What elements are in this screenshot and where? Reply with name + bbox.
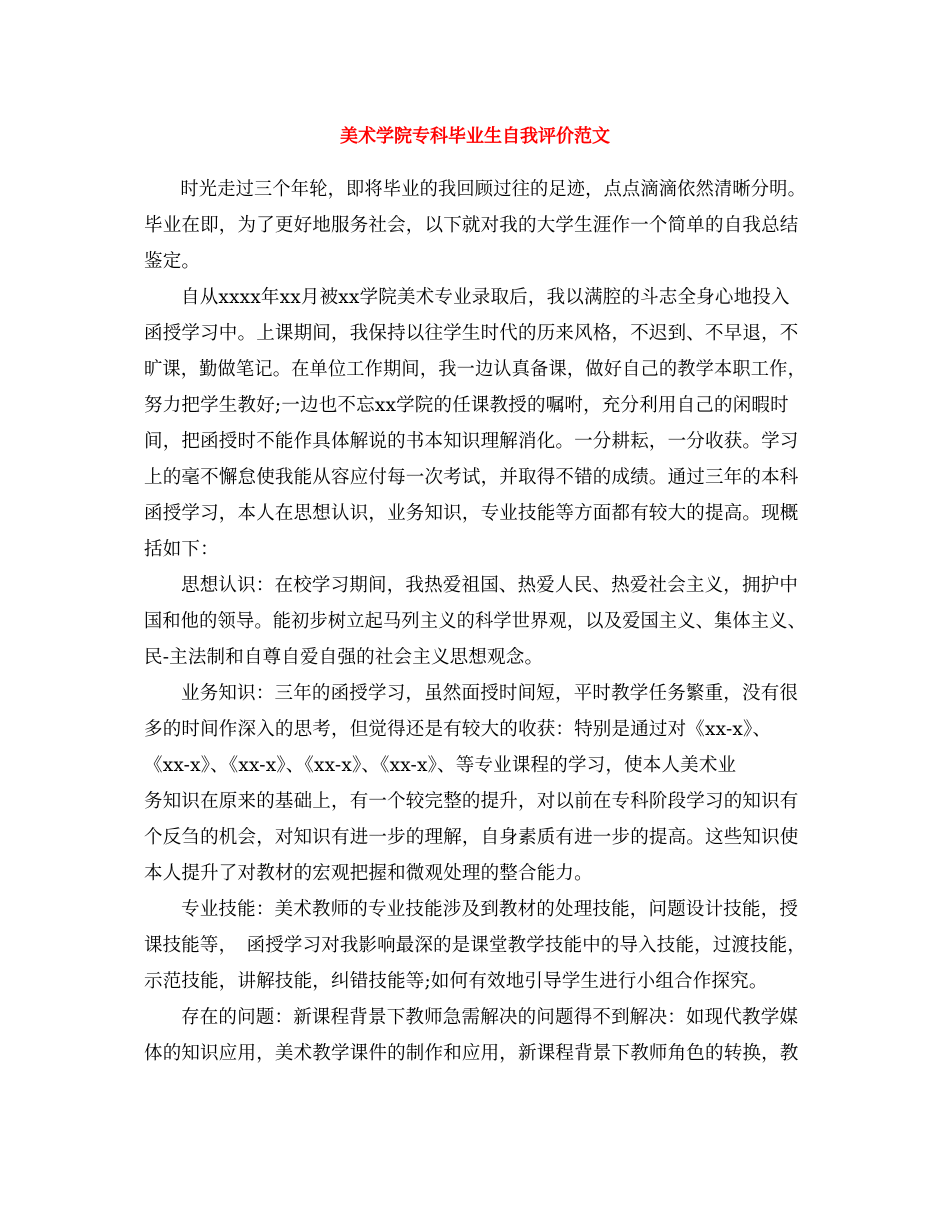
paragraph-line: 个反刍的机会，对知识有进一步的理解，自身素质有进一步的提高。这些知识使 — [144, 827, 799, 848]
paragraph — [144, 172, 806, 280]
paragraph — [144, 568, 806, 676]
paragraph-line: 存在的问题：新课程背景下教师急需解决的问题得不到解决：如现代教学媒 — [181, 1007, 799, 1028]
paragraph-line: 鉴定。 — [144, 251, 201, 272]
paragraph-line: 务知识在原来的基础上，有一个较完整的提升，对以前在专科阶段学习的知识有 — [144, 791, 799, 812]
paragraph-line: 示范技能，讲解技能，纠错技能等;如何有效地引导学生进行小组合作探究。 — [144, 971, 768, 992]
paragraph-line: 时光走过三个年轮，即将毕业的我回顾过往的足迹，点点滴滴依然清晰分明。 — [180, 179, 806, 200]
paragraph-line: 多的时间作深入的思考，但觉得还是有较大的收获：特别是通过对《xx-x》、 — [144, 719, 772, 740]
paragraph-line: 函授学习中。上课期间，我保持以往学生时代的历来风格，不迟到、不早退，不 — [144, 323, 799, 344]
document-title: 美术学院专科毕业生自我评价范文 — [340, 126, 610, 147]
paragraph-line: 自从xxxx年xx月被xx学院美术专业录取后，我以满腔的斗志全身心地投入 — [181, 287, 790, 308]
paragraph-line: 函授学习，本人在思想认识，业务知识，专业技能等方面都有较大的提高。现概 — [144, 503, 799, 524]
paragraph-line: 专业技能：美术教师的专业技能涉及到教材的处理技能，问题设计技能，授 — [181, 899, 799, 920]
paragraph — [144, 676, 806, 892]
paragraph-line: 间，把函授时不能作具体解说的书本知识理解消化。一分耕耘，一分收获。学习 — [144, 431, 799, 452]
paragraph-line: 括如下： — [144, 539, 219, 560]
paragraph-line: 课技能等， 函授学习对我影响最深的是课堂教学技能中的导入技能，过渡技能， — [144, 935, 806, 956]
paragraph-line: 努力把学生教好;一边也不忘xx学院的任课教授的嘱咐，充分利用自己的闲暇时 — [144, 395, 789, 416]
paragraph-line: 本人提升了对教材的宏观把握和微观处理的整合能力。 — [144, 863, 593, 884]
paragraph-line: 体的知识应用，美术教学课件的制作和应用，新课程背景下教师角色的转换，教 — [144, 1043, 799, 1064]
paragraph — [144, 892, 806, 1000]
paragraph-line: 毕业在即，为了更好地服务社会，以下就对我的大学生涯作一个简单的自我总结 — [144, 215, 799, 236]
paragraph-line: 《xx-x》、《xx-x》、《xx-x》、《xx-x》、等专业课程的学习，使本人美术业 — [144, 755, 737, 776]
paragraph-line: 上的毫不懈怠使我能从容应付每一次考试，并取得不错的成绩。通过三年的本科 — [144, 467, 799, 488]
paragraph-line: 旷课，勤做笔记。在单位工作期间，我一边认真备课，做好自己的教学本职工作， — [144, 359, 806, 380]
paragraph-line: 民-主法制和自尊自爱自强的社会主义思想观念。 — [144, 647, 544, 668]
paragraph-line: 思想认识：在校学习期间，我热爱祖国、热爱人民、热爱社会主义，拥护中 — [181, 575, 799, 596]
paragraph-line: 国和他的领导。能初步树立起马列主义的科学世界观，以及爱国主义、集体主义、 — [144, 611, 806, 632]
paragraph — [144, 1000, 806, 1072]
paragraph-line: 业务知识：三年的函授学习，虽然面授时间短，平时教学任务繁重，没有很 — [181, 683, 799, 704]
paragraph — [144, 280, 806, 568]
document-body — [144, 172, 806, 1072]
